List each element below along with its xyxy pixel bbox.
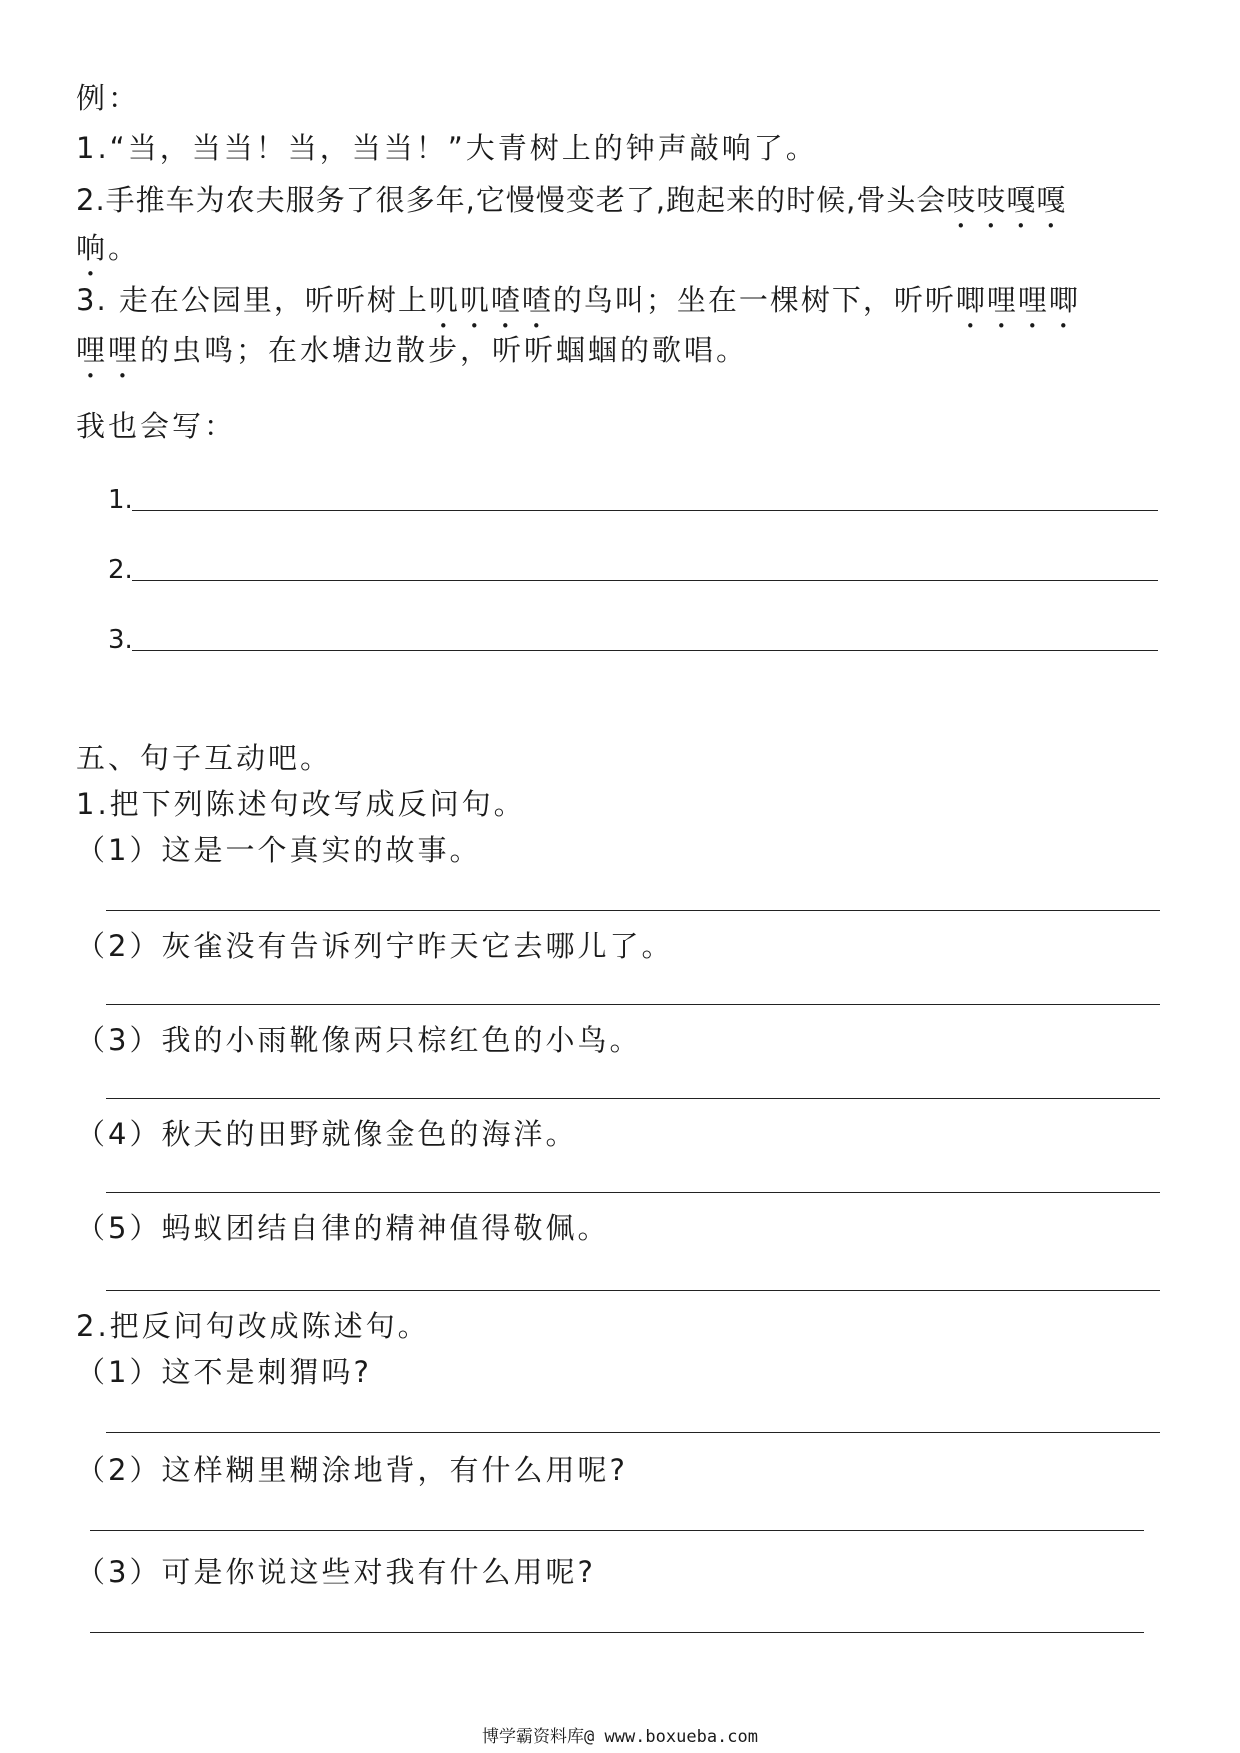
example-sentence-3-emphasis-1: 叽叽喳喳 bbox=[428, 283, 553, 317]
example-sentence-3-cont: 哩哩的虫鸣；在水塘边散步，听听蝈蝈的歌唱。 bbox=[76, 333, 749, 367]
part-1-answer-line-2[interactable] bbox=[106, 1004, 1160, 1005]
example-sentence-2-emphasis-2: 响 bbox=[76, 231, 109, 265]
part-2-title: 2.把反问句改成陈述句。 bbox=[76, 1309, 430, 1343]
part-1-title: 1.把下列陈述句改写成反问句。 bbox=[76, 787, 526, 821]
example-sentence-3-emphasis-2: 唧哩哩唧 bbox=[955, 283, 1080, 317]
part-1-answer-line-1[interactable] bbox=[106, 910, 1160, 911]
part-1-item-3: （3）我的小雨靴像两只棕红色的小鸟。 bbox=[76, 1023, 642, 1057]
write-label: 我也会写： bbox=[76, 409, 237, 443]
example-sentence-3-emphasis-3: 哩哩 bbox=[76, 333, 141, 367]
write-line-1[interactable] bbox=[132, 510, 1158, 511]
example-sentence-1: 1.“当，当当！当，当当！”大青树上的钟声敲响了。 bbox=[76, 131, 818, 165]
footer-watermark: 博学霸资料库@ www.boxueba.com bbox=[482, 1727, 758, 1747]
part-1-answer-line-5[interactable] bbox=[106, 1290, 1160, 1291]
part-1-item-5: （5）蚂蚁团结自律的精神值得敬佩。 bbox=[76, 1211, 610, 1245]
part-1-item-4: （4）秋天的田野就像金色的海洋。 bbox=[76, 1117, 578, 1151]
example-sentence-2-emphasis: 吱吱嘎嘎 bbox=[946, 183, 1067, 217]
write-item-3-number: 3. bbox=[108, 625, 133, 655]
example-label: 例： bbox=[76, 81, 141, 115]
write-line-2[interactable] bbox=[132, 580, 1158, 581]
example-sentence-2 bbox=[76, 180, 1066, 235]
example-sentence-2-cont: 响。 bbox=[76, 231, 141, 265]
part-2-item-3: （3）可是你说这些对我有什么用呢? bbox=[76, 1555, 596, 1589]
example-sentence-2-text: 2.手推车为农夫服务了很多年,它慢慢变老了,跑起来的时候,骨头会 bbox=[76, 183, 947, 217]
part-1-item-2: （2）灰雀没有告诉列宁昨天它去哪儿了。 bbox=[76, 929, 674, 963]
part-1-item-1: （1）这是一个真实的故事。 bbox=[76, 833, 482, 867]
part-2-item-2: （2）这样糊里糊涂地背，有什么用呢? bbox=[76, 1453, 628, 1487]
section-5-title: 五、句子互动吧。 bbox=[76, 741, 333, 775]
part-1-answer-line-4[interactable] bbox=[106, 1192, 1160, 1193]
write-item-2-number: 2. bbox=[108, 555, 133, 585]
part-2-answer-line-3[interactable] bbox=[90, 1632, 1144, 1633]
example-sentence-3: 3. 走在公园里，听听树上叽叽喳喳的鸟叫；坐在一棵树下，听听唧哩哩唧 bbox=[76, 283, 1080, 317]
part-2-answer-line-2[interactable] bbox=[90, 1530, 1144, 1531]
part-1-answer-line-3[interactable] bbox=[106, 1098, 1160, 1099]
write-item-1-number: 1. bbox=[108, 485, 133, 515]
part-2-item-1: （1）这不是刺猬吗? bbox=[76, 1355, 372, 1389]
write-line-3[interactable] bbox=[132, 650, 1158, 651]
part-2-answer-line-1[interactable] bbox=[106, 1432, 1160, 1433]
